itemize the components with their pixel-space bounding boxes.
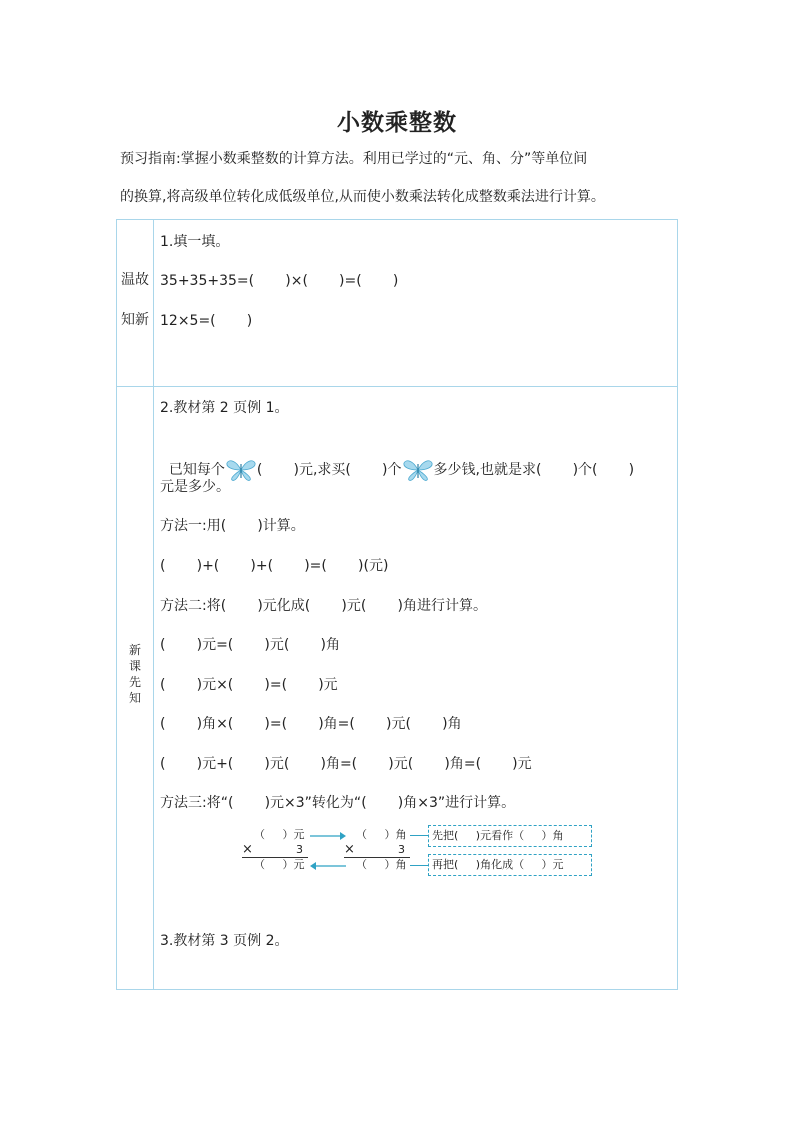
method2: 方法二:将( )元化成( )元( )角进行计算。 <box>160 598 487 614</box>
intro-line-2: 的换算,将高级单位转化成低级单位,从而使小数乘法转化成整数乘法进行计算。 <box>120 189 605 205</box>
example2-heading: 3.教材第 3 页例 2。 <box>160 933 289 949</box>
section1-heading: 1.填一填。 <box>160 234 230 250</box>
section1-label-bottom: 知新 <box>121 312 149 328</box>
section2-heading: 2.教材第 2 页例 1。 <box>160 400 289 416</box>
hint-box-1: 先把( )元看作（ ）角 <box>428 825 592 847</box>
section2-label: 新课先知 <box>128 643 141 705</box>
known-text-a: 已知每个 <box>168 462 225 478</box>
method2-line-4: ( )元+( )元( )角=( )元( )角=( )元 <box>160 756 532 772</box>
method3: 方法三:将“( )元×3”转化为“( )角×3”进行计算。 <box>160 795 516 811</box>
connector-bottom <box>410 865 428 866</box>
page-title: 小数乘整数 <box>337 110 457 136</box>
method2-line-3: ( )角×( )=( )角=( )元( )角 <box>160 716 462 732</box>
left-multiplier: 3 <box>296 843 303 856</box>
mid-top-value: （ ）角 <box>356 828 407 841</box>
butterfly-icon <box>403 458 433 482</box>
method1: 方法一:用( )计算。 <box>160 518 305 534</box>
method2-line-1: ( )元=( )元( )角 <box>160 637 340 653</box>
known-line-2: 元是多少。 <box>160 479 230 495</box>
mid-result: （ ）角 <box>356 858 407 871</box>
method1-equation: ( )+( )+( )=( )(元) <box>160 558 389 574</box>
left-result: （ ）元 <box>254 858 305 871</box>
left-top-value: （ ）元 <box>254 828 305 841</box>
known-text-c: 多少钱,也就是求( )个( ) <box>433 462 635 478</box>
known-line <box>160 438 634 482</box>
mid-multiplier: 3 <box>398 843 405 856</box>
left-multiply-sign: × <box>242 842 253 857</box>
intro-line-1: 预习指南:掌握小数乘整数的计算方法。利用已学过的“元、角、分”等单位间 <box>120 151 588 167</box>
mid-multiply-sign: × <box>344 842 355 857</box>
section1-equation-1: 35+35+35=( )×( )=( ) <box>160 273 399 289</box>
conversion-diagram <box>240 823 600 883</box>
known-text-b: ( )元,求买( )个 <box>256 462 402 478</box>
method2-line-2: ( )元×( )=( )元 <box>160 677 338 693</box>
section1-equation-2: 12×5=( ) <box>160 313 253 329</box>
connector-top <box>410 835 428 836</box>
hint-box-2: 再把( )角化成（ ）元 <box>428 854 592 876</box>
row-divider <box>117 386 677 387</box>
section1-label-top: 温故 <box>121 272 149 288</box>
conversion-arrows <box>310 828 346 874</box>
butterfly-icon <box>226 458 256 482</box>
column-divider <box>153 220 154 989</box>
